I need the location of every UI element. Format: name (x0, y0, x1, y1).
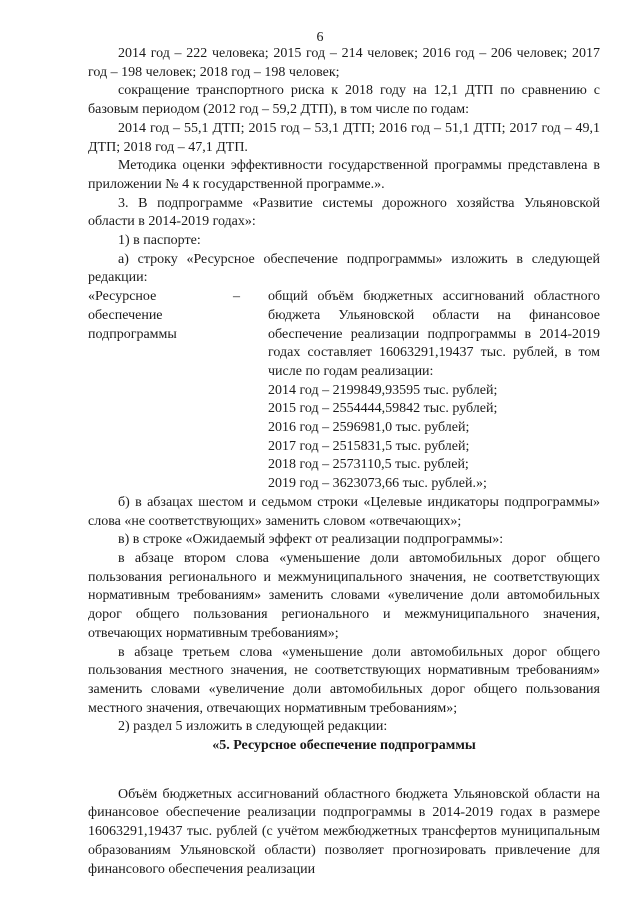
paragraph: 3. В подпрограмме «Развитие системы дорожного хозяйства Ульяновской области в 2014-2019 годах»: (88, 195, 600, 230)
year-line: 2015 год – 2554444,59842 тыс. рублей; (268, 401, 498, 417)
year-line: 2016 год – 2596981,0 тыс. рублей; (268, 420, 470, 436)
paragraph: Объём бюджетных ассигнований областного бюджета Ульяновской области на финансовое обеспечение реализации подпрограммы в 2014-2019 годах в размере 16063291,19437 тыс. рублей (с учётом межбюджетных трансфертов муниципальным образованиям Ульяновской области) позволяет прогнозировать привлечение для финансового обеспечения реализации (88, 786, 600, 877)
resource-row-dash: – (233, 289, 240, 305)
resource-row-text: общий объём бюджетных ассигнований областного бюджета Ульяновской области на финансовое обеспечение реализации подпрограммы в 2014-2019 годах составляет 16063291,19437 тыс. рублей, в том числе по годам реализации: (268, 289, 600, 379)
resource-row-label: «Ресурсное обеспечение подпрограммы (88, 289, 177, 342)
paragraph: сокращение транспортного риска к 2018 году на 12,1 ДТП по сравнению с базовым периодом (2012 год – 59,2 ДТП), в том числе по годам: (88, 83, 600, 118)
paragraph: в абзаце третьем слова «уменьшение доли автомобильных дорог общего пользования местного значения, не соответствующих нормативным требованиям» заменить словами «увеличение доли автомобильных дорог общего пользования местного значения, отвечающих нормативным требованиям»; (88, 644, 600, 716)
year-line: 2014 год – 2199849,93595 тыс. рублей; (268, 382, 498, 398)
page-number: 6 (316, 30, 324, 45)
section-heading: «5. Ресурсное обеспечение подпрограммы (212, 738, 476, 754)
paragraph: а) строку «Ресурсное обеспечение подпрограммы» изложить в следующей редакции: (88, 251, 600, 286)
paragraph: 2014 год – 222 человека; 2015 год – 214 человек; 2016 год – 206 человек; 2017 год – 198 человек; 2018 год – 198 человек; (88, 46, 600, 80)
resource-row-value (268, 288, 600, 494)
paragraph: 2) раздел 5 изложить в следующей редакции: (118, 719, 388, 735)
year-line: 2019 год – 3623073,66 тыс. рублей.»; (268, 476, 487, 492)
paragraph: 2014 год – 55,1 ДТП; 2015 год – 53,1 ДТП; 2016 год – 51,1 ДТП; 2017 год – 49,1 ДТП; 2018 год – 47,1 ДТП. (88, 120, 600, 155)
year-line: 2018 год – 2573110,5 тыс. рублей; (268, 457, 469, 473)
paragraph: в абзаце втором слова «уменьшение доли автомобильных дорог общего пользования регионального и межмуниципального значения, не соответствующих нормативным требованиям» заменить словами «увеличение доли автомобильных дорог общего пользования регионального и межмуниципального значения, отвечающих нормативным требованиям»; (88, 550, 600, 641)
resource-row (88, 288, 600, 494)
paragraph: б) в абзацах шестом и седьмом строки «Целевые индикаторы подпрограммы» слова «не соответствующих» заменить словом «отвечающих»; (88, 494, 600, 529)
paragraph: в) в строке «Ожидаемый эффект от реализации подпрограммы»: (118, 532, 504, 548)
paragraph: Методика оценки эффективности государственной программы представлена в приложении № 4 к государственной программе.». (88, 158, 600, 192)
year-line: 2017 год – 2515831,5 тыс. рублей; (268, 438, 470, 454)
document-body (88, 45, 600, 879)
paragraph: 1) в паспорте: (118, 233, 201, 249)
spacer (88, 756, 600, 786)
